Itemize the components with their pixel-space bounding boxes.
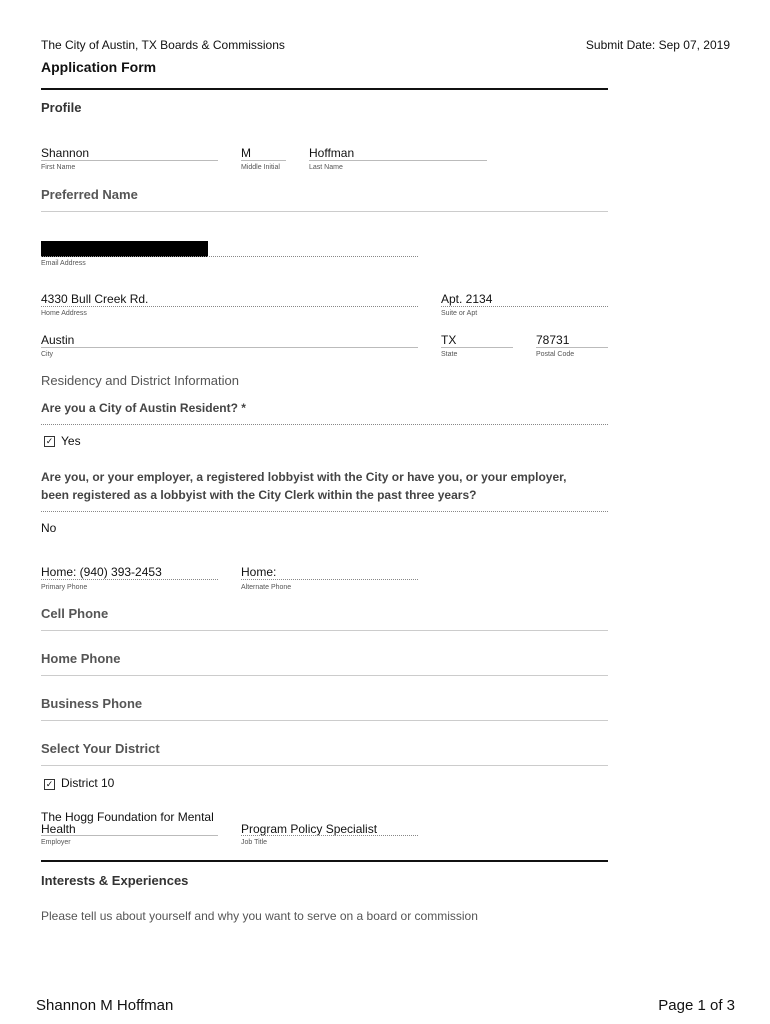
postal-code-label: Postal Code: [536, 351, 575, 358]
lobbyist-question-line1: Are you, or your employer, a registered lobbyist with the City or have you, or your employer,: [41, 470, 567, 484]
footer-page: Page 1 of 3: [658, 997, 735, 1014]
home-address-label: Home Address: [41, 310, 87, 317]
alternate-phone-underline: [241, 579, 418, 580]
home-phone-heading: Home Phone: [41, 651, 121, 666]
resident-question-line: [41, 424, 608, 425]
job-title-label: Job Title: [241, 839, 268, 846]
employer-value-line1: The Hogg Foundation for Mental: [41, 810, 214, 824]
business-phone-heading: Business Phone: [41, 696, 143, 711]
resident-answer: Yes: [61, 434, 81, 448]
state-underline: [441, 347, 513, 348]
resident-question: Are you a City of Austin Resident? *: [41, 401, 246, 415]
first-name-value: Shannon: [41, 146, 90, 160]
job-title-underline: [241, 835, 418, 836]
cell-phone-heading: Cell Phone: [41, 606, 109, 621]
last-name-value: Hoffman: [309, 146, 355, 160]
header-divider: [41, 88, 608, 90]
primary-phone-underline: [41, 579, 218, 580]
first-name-underline: [41, 160, 218, 161]
employer-label: Employer: [41, 839, 71, 846]
email-label: Email Address: [41, 260, 86, 267]
suite-underline: [441, 306, 608, 307]
middle-initial-value: M: [241, 146, 251, 160]
org-name: The City of Austin, TX Boards & Commissions: [41, 38, 285, 52]
interests-prompt: Please tell us about yourself and why you want to serve on a board or commission: [41, 909, 478, 923]
last-name-label: Last Name: [309, 164, 343, 171]
suite-label: Suite or Apt: [441, 310, 478, 317]
postal-code-underline: [536, 347, 608, 348]
job-title-value: Program Policy Specialist: [241, 822, 378, 836]
postal-code-value: 78731: [536, 333, 570, 347]
state-value: TX: [441, 333, 457, 347]
last-name-underline: [309, 160, 487, 161]
residency-heading: Residency and District Information: [41, 373, 239, 388]
email-redaction: [41, 241, 208, 257]
preferred-name-heading: Preferred Name: [41, 187, 138, 202]
lobbyist-answer: No: [41, 521, 57, 535]
resident-checkbox[interactable]: ✓: [45, 436, 54, 446]
lobbyist-question-line: [41, 511, 608, 512]
alternate-phone-label: Alternate Phone: [241, 584, 292, 591]
primary-phone-label: Primary Phone: [41, 584, 88, 591]
business-phone-line: [41, 720, 608, 721]
district-line: [41, 765, 608, 766]
district-heading: Select Your District: [41, 741, 160, 756]
suite-value: Apt. 2134: [441, 292, 493, 306]
city-label: City: [41, 351, 54, 358]
lobbyist-question-line2: been registered as a lobbyist with the City Clerk within the past three years?: [41, 488, 477, 502]
middle-initial-underline: [241, 160, 286, 161]
first-name-label: First Name: [41, 164, 76, 171]
district-checkbox[interactable]: ✓: [45, 779, 54, 789]
interests-divider: [41, 860, 608, 862]
profile-heading: Profile: [41, 100, 82, 115]
interests-heading: Interests & Experiences: [41, 873, 189, 888]
city-underline: [41, 347, 418, 348]
district-selected: District 10: [61, 776, 115, 790]
home-address-value: 4330 Bull Creek Rd.: [41, 292, 149, 306]
middle-initial-label: Middle Initial: [241, 164, 280, 171]
primary-phone-value: Home: (940) 393-2453: [41, 565, 162, 579]
city-value: Austin: [41, 333, 75, 347]
email-underline: [41, 256, 418, 257]
alternate-phone-value: Home:: [241, 565, 277, 579]
submit-date: Submit Date: Sep 07, 2019: [585, 38, 730, 52]
footer-name: Shannon M Hoffman: [36, 997, 174, 1014]
home-address-underline: [41, 306, 418, 307]
preferred-name-line: [41, 211, 608, 212]
home-phone-line: [41, 675, 608, 676]
cell-phone-line: [41, 630, 608, 631]
form-title: Application Form: [41, 59, 157, 75]
employer-value-line2: Health: [41, 822, 76, 836]
state-label: State: [441, 351, 458, 358]
employer-underline: [41, 835, 218, 836]
